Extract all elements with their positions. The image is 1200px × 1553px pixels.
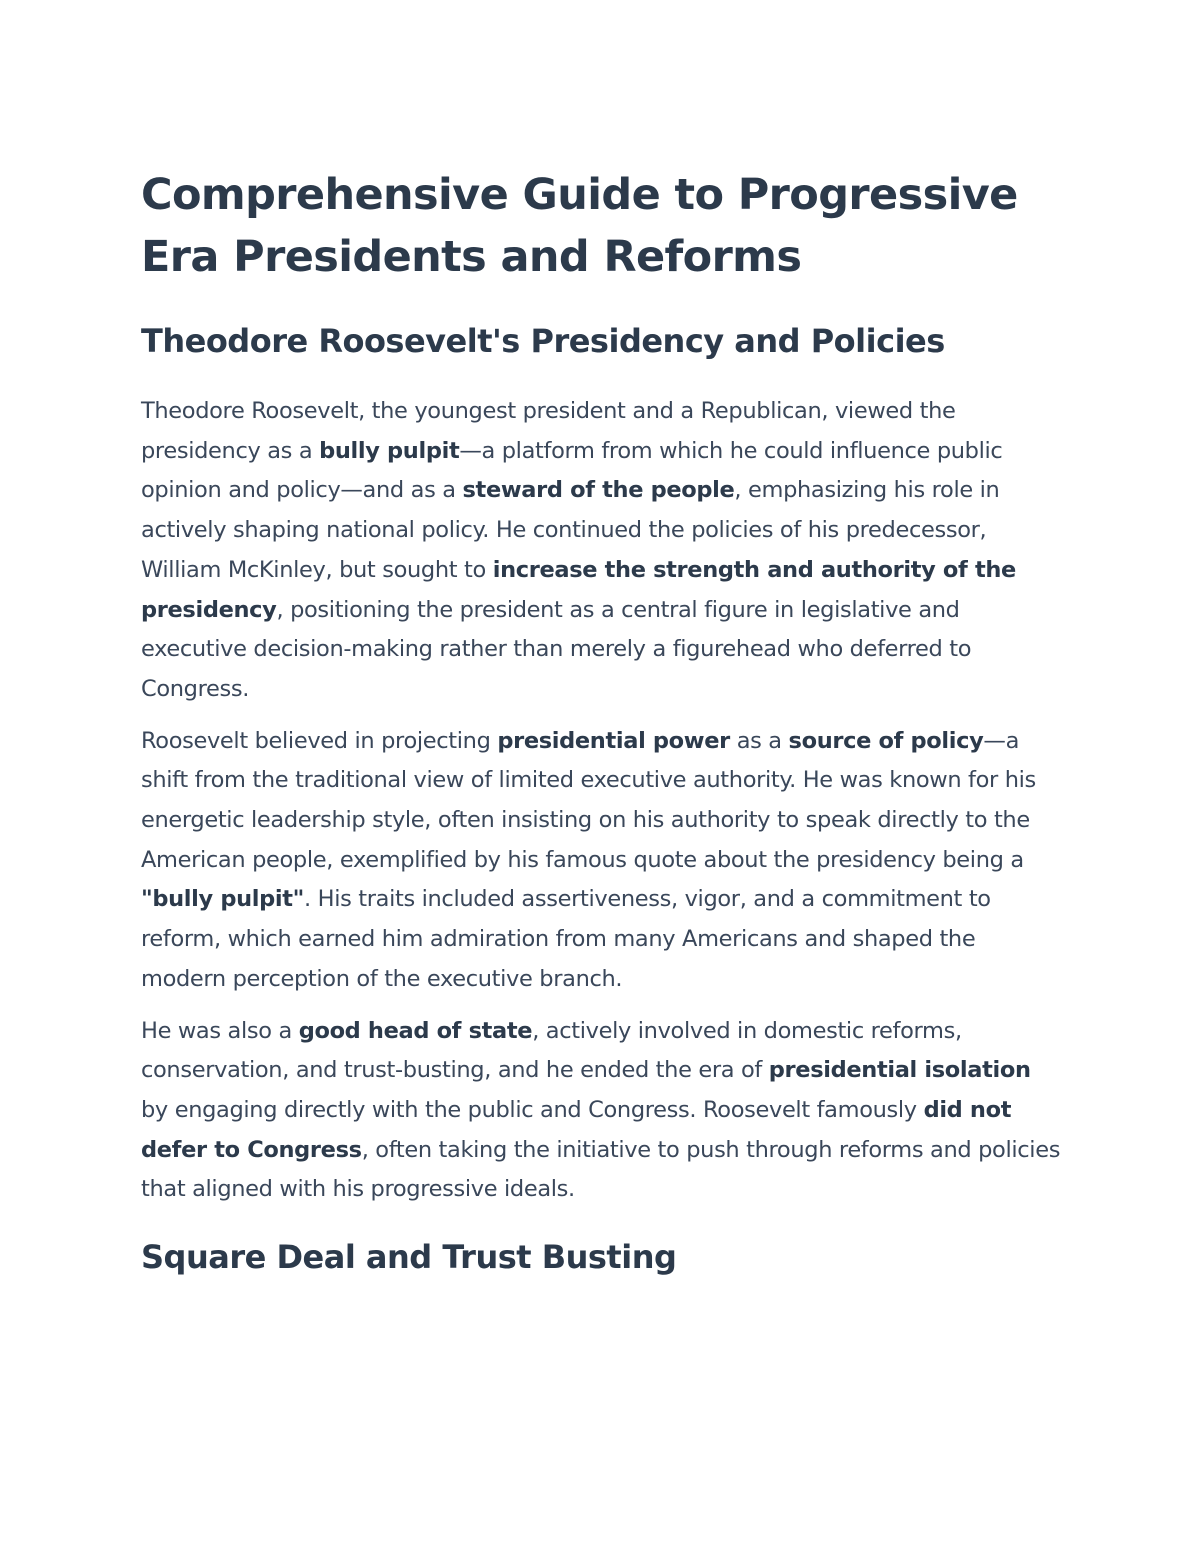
bold-term-source-of-policy: source of policy [788, 727, 984, 754]
section-heading-square-deal: Square Deal and Trust Busting [141, 1238, 677, 1277]
paragraph-text: by engaging directly with the public and Congress. Roosevelt famously [141, 1096, 924, 1123]
paragraph-text: , emphasizing his role in actively shaping national policy. He continued the policies of his predecessor, William McKinley, but sought to [141, 477, 1000, 583]
bold-term-presidential-power: presidential power [497, 727, 730, 754]
paragraph-text: as a [729, 727, 789, 754]
document-title: Comprehensive Guide to Progressive Era Presidents and Reforms [141, 170, 1018, 282]
bold-term-good-head-of-state: good head of state [298, 1017, 533, 1044]
bold-term-bully-pulpit: bully pulpit [319, 437, 460, 464]
section-heading-roosevelt-presidency: Theodore Roosevelt's Presidency and Policies [141, 322, 945, 360]
paragraph-presidential-power [141, 722, 1061, 1000]
paragraph-text: —a shift from the traditional view of limited executive authority. He was known for his energetic leadership style, often insisting on his authority to speak directly to the American people, exemplified by his famous quote about the presidency being a [141, 727, 1036, 873]
paragraph-text: , positioning the president as a central figure in legislative and executive decision-making rather than merely a figurehead who deferred to Congress. [141, 596, 972, 702]
bold-term-presidential-isolation: presidential isolation [768, 1057, 1031, 1084]
paragraph-text: —a platform from which he could influence public opinion and policy—and as a [141, 437, 1003, 504]
paragraph-text: He was also a [141, 1017, 299, 1044]
paragraph-head-of-state [141, 1012, 1061, 1211]
bold-term-did-not-defer: did not defer to Congress [141, 1096, 1012, 1163]
paragraph-roosevelt-bully-pulpit [141, 392, 1061, 710]
paragraph-text: Roosevelt believed in projecting [141, 727, 498, 754]
paragraph-text: , actively involved in domestic reforms, conservation, and trust-busting, and he ended the era of [141, 1017, 962, 1084]
bold-term-increase-strength: increase the strength and authority of the presidency [141, 556, 1016, 623]
paragraph-text: . His traits included assertiveness, vigor, and a commitment to reform, which earned him admiration from many Americans and shaped the modern perception of the executive branch. [141, 886, 991, 992]
bold-term-steward-of-the-people: steward of the people [462, 477, 735, 504]
bold-term-bully-pulpit-quote: "bully pulpit" [141, 886, 305, 913]
paragraph-text: Theodore Roosevelt, the youngest president and a Republican, viewed the presidency as a [141, 398, 956, 464]
document-page [141, 164, 1061, 1280]
paragraph-text: , often taking the initiative to push through reforms and policies that aligned with his progressive ideals. [141, 1136, 1061, 1203]
